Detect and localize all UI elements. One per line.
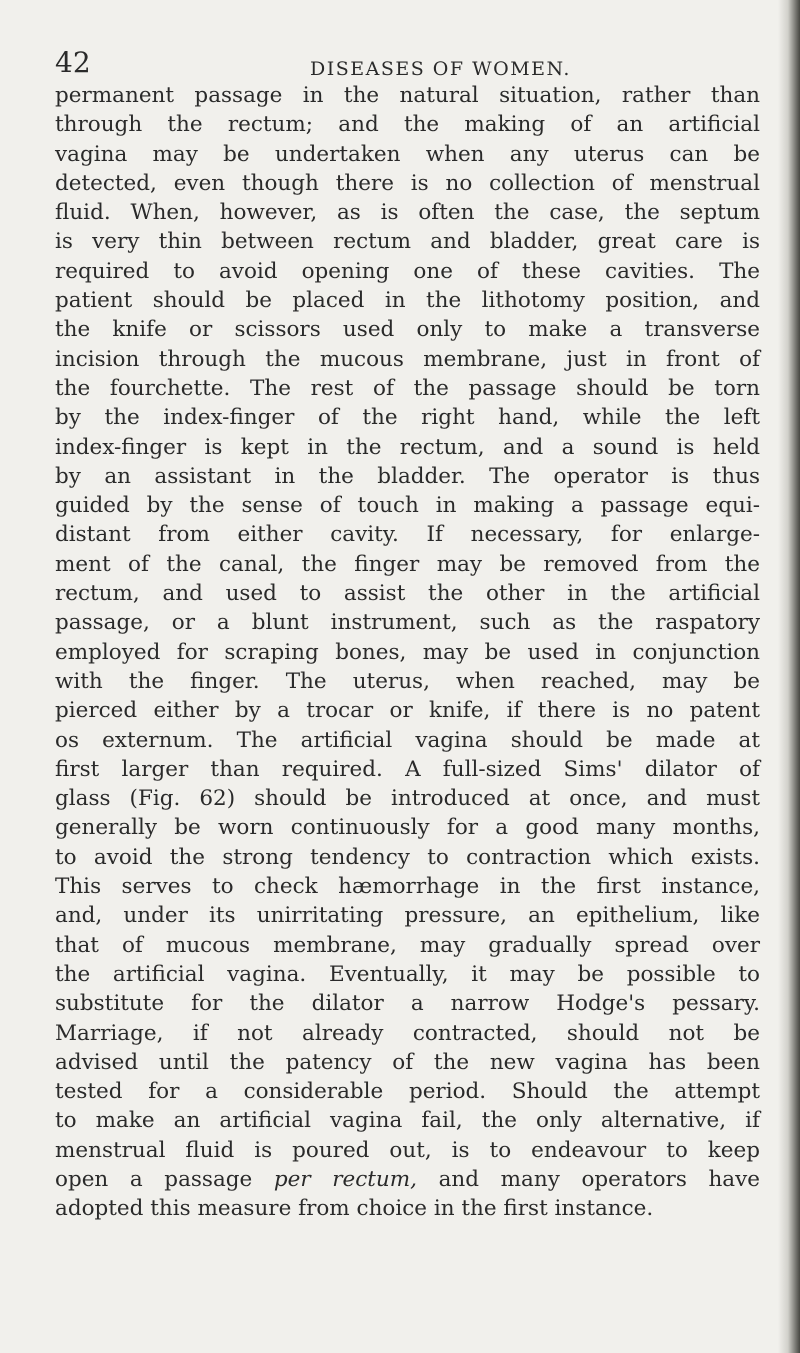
text-line: adopted this measure from choice in the first instance. xyxy=(55,1196,654,1222)
text-line: the artificial vagina. Eventually, it may be possible to xyxy=(55,961,760,987)
text-line: the knife or scissors used only to make a transverse xyxy=(55,317,760,343)
text-line: by an assistant in the bladder. The operator is thus xyxy=(55,463,760,489)
text-line: vagina may be undertaken when any uterus can be xyxy=(55,141,760,167)
text-line: employed for scraping bones, may be used in conjunction xyxy=(55,639,760,665)
text-line: patient should be placed in the lithotomy position, and xyxy=(55,288,760,314)
text-line: to avoid the strong tendency to contraction which exists. xyxy=(55,844,760,870)
text-line: the fourchette. The rest of the passage should be torn xyxy=(55,375,760,401)
text-line: substitute for the dilator a narrow Hodge's pessary. xyxy=(55,991,760,1017)
text-line: This serves to check hæmorrhage in the first instance, xyxy=(55,874,760,900)
text-line: os externum. The artificial vagina should be made at xyxy=(55,727,760,753)
text-line: incision through the mucous membrane, just in front of xyxy=(55,346,760,372)
text-line-end: and many operators have xyxy=(417,1166,760,1192)
italic-phrase: per rectum, xyxy=(273,1166,417,1192)
text-line: is very thin between rectum and bladder, great care is xyxy=(55,229,760,255)
text-line: index-finger is kept in the rectum, and a sound is held xyxy=(55,434,760,460)
text-line: and, under its unirritating pressure, an epithelium, like xyxy=(55,903,760,929)
page-edge-shadow xyxy=(778,0,800,1353)
text-line: generally be worn continuously for a good many months, xyxy=(55,815,760,841)
text-line: menstrual fluid is poured out, is to endeavour to keep xyxy=(55,1137,760,1163)
text-line: glass (Fig. 62) should be introduced at once, and must xyxy=(55,786,760,812)
page-number: 42 xyxy=(55,46,91,79)
text-line: rectum, and used to assist the other in the artificial xyxy=(55,581,760,607)
text-line-start: open a passage xyxy=(55,1166,274,1192)
text-line xyxy=(55,1165,760,1194)
text-line: first larger than required. A full-sized Sims' dilator of xyxy=(55,756,760,782)
body-text xyxy=(55,81,760,1224)
text-line: required to avoid opening one of these cavities. The xyxy=(55,258,760,284)
text-line: ment of the canal, the finger may be removed from the xyxy=(55,551,760,577)
text-line: by the index-finger of the right hand, while the left xyxy=(55,405,760,431)
text-line: permanent passage in the natural situation, rather than xyxy=(55,83,760,108)
text-line: guided by the sense of touch in making a passage equi- xyxy=(55,493,760,519)
text-line: through the rectum; and the making of an artificial xyxy=(55,112,760,138)
text-line: advised until the patency of the new vagina has been xyxy=(55,1049,760,1075)
text-line: that of mucous membrane, may gradually spread over xyxy=(55,932,760,958)
text-line: fluid. When, however, as is often the case, the septum xyxy=(55,200,760,226)
running-head: DISEASES OF WOMEN. xyxy=(310,58,571,80)
text-line: pierced either by a trocar or knife, if there is no patent xyxy=(55,698,760,724)
text-line: with the finger. The uterus, when reached, may be xyxy=(55,668,760,694)
text-line: distant from either cavity. If necessary, for enlarge- xyxy=(55,522,760,548)
text-line: to make an artificial vagina fail, the only alternative, if xyxy=(55,1108,760,1134)
text-line: detected, even though there is no collection of menstrual xyxy=(55,170,760,196)
text-line: tested for a considerable period. Should the attempt xyxy=(55,1079,760,1105)
page-header xyxy=(55,46,755,86)
text-line: passage, or a blunt instrument, such as the raspatory xyxy=(55,610,760,636)
text-line: Marriage, if not already contracted, should not be xyxy=(55,1020,760,1046)
